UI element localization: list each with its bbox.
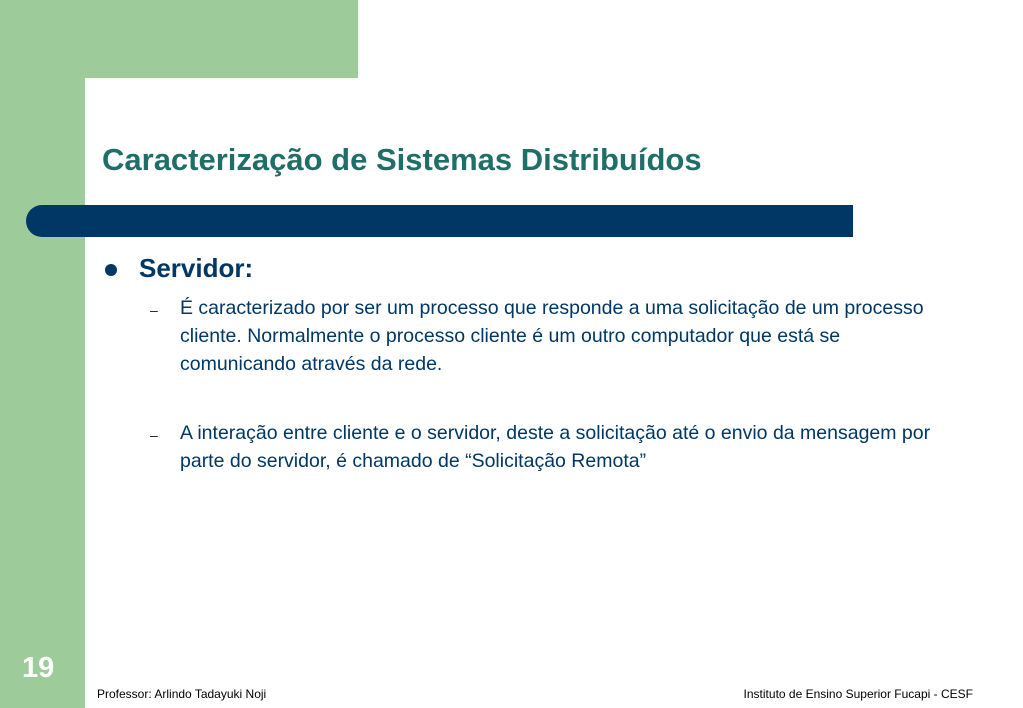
- bullet-heading: Servidor:: [139, 253, 254, 283]
- title-underline-bar: [26, 205, 853, 237]
- subitem-dash: –: [150, 427, 158, 443]
- green-side-band: [0, 0, 85, 708]
- slide-title: Caracterização de Sistemas Distribuídos: [102, 142, 702, 177]
- subitem-dash: –: [150, 302, 158, 318]
- footer-institution: Instituto de Ensino Superior Fucapi - CESF: [743, 687, 973, 701]
- bullet-dot-icon: [105, 264, 117, 276]
- subitem-text: A interação entre cliente e o servidor, deste a solicitação até o envio da mensagem por parte do servidor, é chamado de “Solicitação Remota”: [180, 422, 931, 472]
- green-top-block: [0, 0, 358, 78]
- footer-author: Professor: Arlindo Tadayuki Noji: [97, 687, 267, 701]
- slide-number: 19: [22, 652, 55, 684]
- subitem-text: É caracterizado por ser um processo que responde a uma solicitação de um processo cliente. Normalmente o processo cliente é um outro computador que está se comunicando através da rede.: [180, 297, 924, 375]
